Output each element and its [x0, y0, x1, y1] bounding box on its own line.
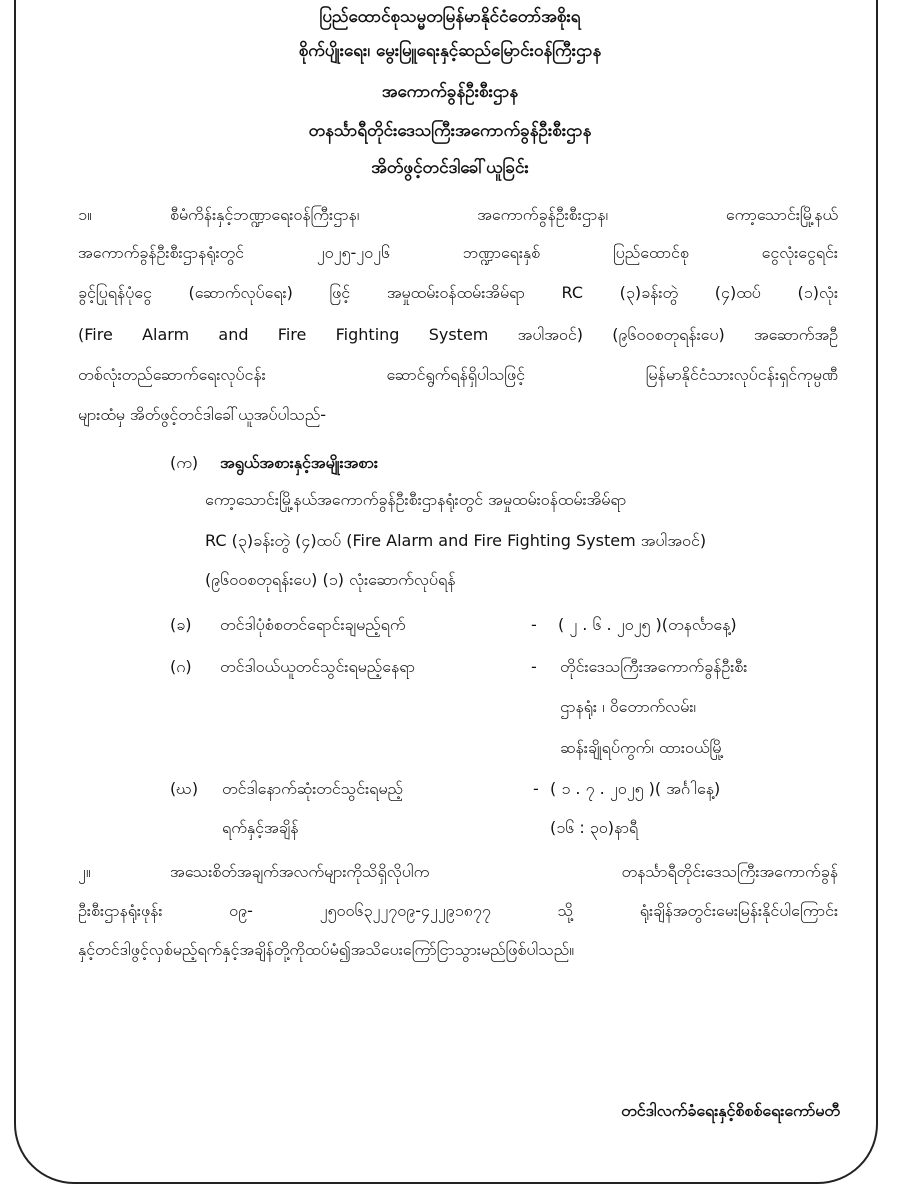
item-gha-text-2: ရက်နှင့်အချိန် [222, 818, 299, 837]
item-ga-dash: - [531, 657, 537, 676]
item-gha-dash: - [533, 779, 539, 798]
section1-line-2: အကောက်ခွန်ဦးစီးဌာနရုံးတွင် ၂၀၂၅-၂၀၂၆ ဘဏ္ဍာရေးနှစ် ပြည်ထောင်စု ငွေလုံးငွေရင်း [78, 243, 838, 262]
item-ka-heading: အရွယ်အစားနှင့်အမျိုးအစား [220, 453, 378, 472]
section2-line-2: ဦးစီးဌာနရုံးဖုန်း ၀၉- ၂၅၀၀၆၃၂၂၇၀၉-၄၂၂၉၁၈၇၇ သို့ ရုံးချိန်အတွင်းမေးမြန်းနိုင်ပါကြောင်း [78, 901, 838, 920]
section1-line-4: (Fire Alarm and Fire Fighting System အပါအဝင်) (၉၆၀၀စတုရန်းပေ) အဆောက်အဦ [78, 325, 838, 344]
item-ga-label: (ဂ) [170, 657, 192, 676]
item-kha-value: ( ၂ . ၆ . ၂၀၂၅ )(တနင်္လာနေ့) [558, 615, 737, 634]
header-government: ပြည်ထောင်စုသမ္မတမြန်မာနိုင်ငံတော်အစိုးရ [319, 7, 581, 27]
section1-number: ၁။ [78, 205, 92, 224]
item-kha-label: (ခ) [170, 615, 192, 634]
signature: တင်ဒါလက်ခံရေးနှင့်စိစစ်ရေးကော်မတီ [621, 1101, 840, 1120]
item-gha-value-2: (၁၆ : ၃၀)နာရီ [550, 818, 639, 837]
item-ka-line-1: ကော့သောင်းမြို့နယ်အကောက်ခွန်ဦးစီးဌာနရုံးတွင် အမှုထမ်းဝန်ထမ်းအိမ်ရာ [205, 490, 627, 509]
item-ka-line-3: (၉၆၀၀စတုရန်းပေ) (၁) လုံးဆောက်လုပ်ရန် [205, 570, 456, 589]
header-notice-title: အိတ်ဖွင့်တင်ဒါခေါ်ယူခြင်း [371, 158, 529, 178]
item-ga-text: တင်ဒါဝယ်ယူတင်သွင်းရမည့်နေရာ [220, 657, 415, 676]
header-department: အကောက်ခွန်ဦးစီးဌာန [381, 82, 519, 102]
section1-line-1: စီမံကိန်းနှင့်ဘဏ္ဍာရေးဝန်ကြီးဌာန၊ အကောက်ခွန်ဦးစီးဌာန၊ ကော့သောင်းမြို့နယ် [170, 205, 838, 224]
item-ga-value-1: တိုင်းဒေသကြီးအကောက်ခွန်ဦးစီး [560, 657, 748, 676]
item-kha-text: တင်ဒါပုံစံစတင်ရောင်းချမည့်ရက် [220, 615, 406, 634]
item-kha-dash: - [531, 615, 537, 634]
section2-line-3: နှင့်တင်ဒါဖွင့်လှစ်မည့်ရက်နှင့်အချိန်တို့ကိုထပ်မံ၍အသိပေးကြော်ငြာသွားမည်ဖြစ်ပါသည်။ [78, 940, 575, 959]
item-ga-value-3: ဆန်းချိုရပ်ကွက်၊ ထားဝယ်မြို့ [560, 738, 724, 757]
item-ka-label: (က) [170, 453, 199, 472]
item-ka-line-2: RC (၃)ခန်းတွဲ (၄)ထပ် (Fire Alarm and Fire Fighting System အပါအဝင်) [205, 531, 707, 550]
section1-line-3: ခွင့်ပြုရန်ပုံငွေ (ဆောက်လုပ်ရေး) ဖြင့် အမှုထမ်းဝန်ထမ်းအိမ်ရာ RC (၃)ခန်းတွဲ (၄)ထပ် (၁)လုံး [78, 283, 839, 302]
header-region-department: တနင်္သာရီတိုင်းဒေသကြီးအကောက်ခွန်ဦးစီးဌာန [308, 121, 592, 141]
item-gha-text: တင်ဒါနောက်ဆုံးတင်သွင်းရမည့် [222, 779, 403, 798]
section1-line-6: များထံမှ အိတ်ဖွင့်တင်ဒါခေါ်ယူအပ်ပါသည်- [78, 405, 327, 424]
section1-line-5: တစ်လုံးတည်ဆောက်ရေးလုပ်ငန်း ဆောင်ရွက်ရန်ရှိပါသဖြင့် မြန်မာနိုင်ငံသားလုပ်ငန်းရှင်ကုမ္ပဏီ [78, 365, 838, 384]
section2-line-1: အသေးစိတ်အချက်အလက်များကိုသိရှိလိုပါက တနင်္သာရီတိုင်းဒေသကြီးအကောက်ခွန် [170, 862, 838, 881]
item-gha-value: ( ၁ . ၇ . ၂၀၂၅ )( အင်္ဂါနေ့) [550, 779, 721, 798]
section2-number: ၂။ [78, 862, 91, 881]
item-ga-value-2: ဌာနရုံး ၊ ဝိတောက်လမ်း၊ [560, 697, 696, 716]
item-gha-label: (ဃ) [170, 779, 199, 798]
header-ministry: စိုက်ပျိုးရေး၊ မွေးမြူရေးနှင့်ဆည်မြောင်းဝန်ကြီးဌာန [298, 41, 602, 61]
